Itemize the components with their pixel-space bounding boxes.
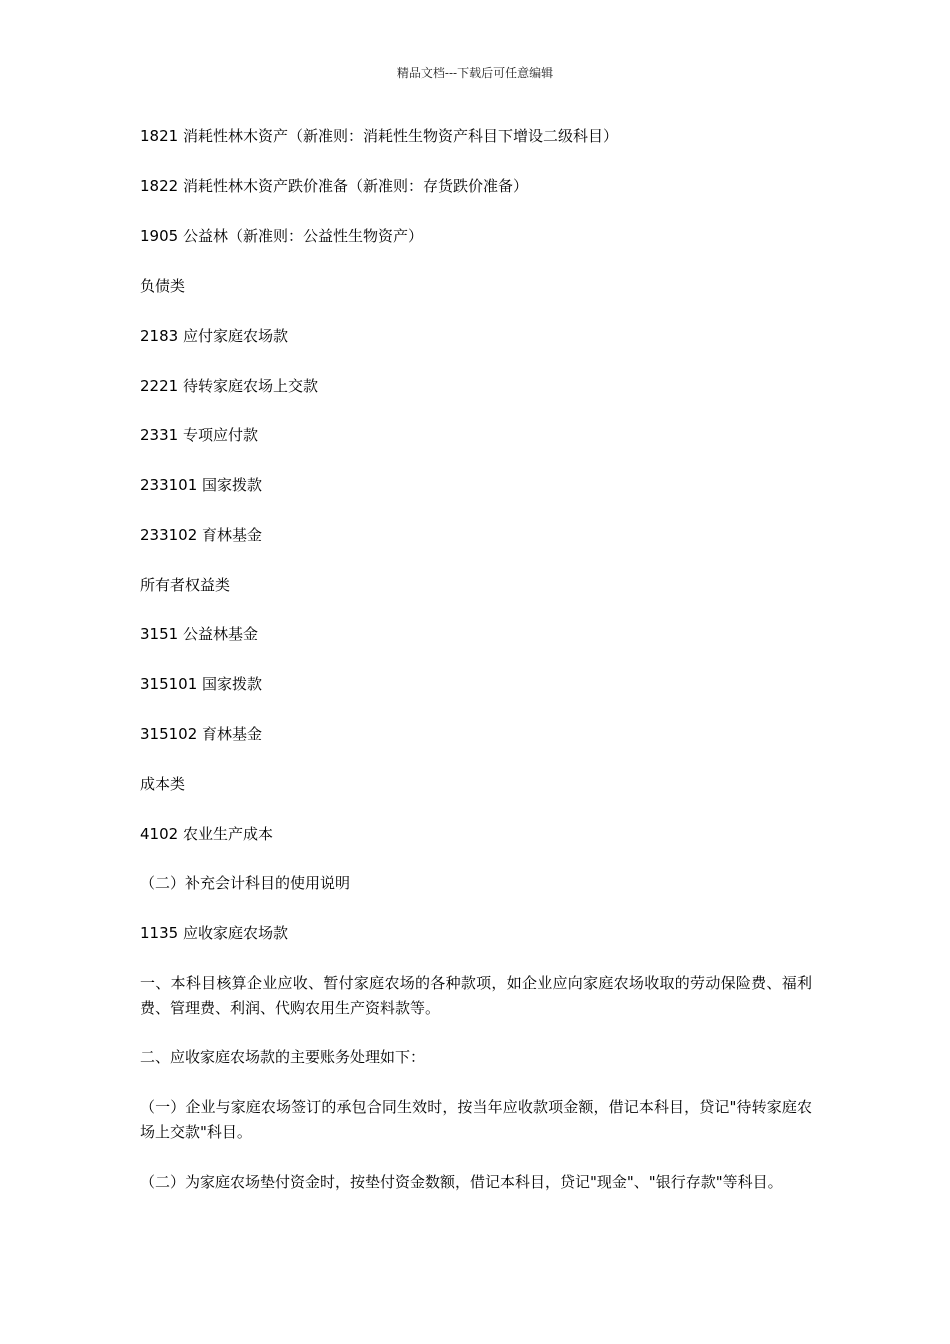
- category-heading-cost: 成本类: [140, 775, 186, 793]
- paragraph-scope: 一、本科目核算企业应收、暂付家庭农场的各种款项，如企业应向家庭农场收取的劳动保险费、福利费、管理费、利润、代购农用生产资料款等。: [140, 974, 812, 1017]
- account-line-233102: 233102 育林基金: [140, 526, 263, 544]
- category-heading-liabilities: 负债类: [140, 277, 186, 295]
- account-line-1821: 1821 消耗性林木资产（新准则：消耗性生物资产科目下增设二级科目）: [140, 127, 618, 145]
- paragraph-item-1: （一）企业与家庭农场签订的承包合同生效时，按当年应收款项金额，借记本科目，贷记"待转家庭农场上交款"科目。: [140, 1098, 812, 1141]
- account-line-233101: 233101 国家拨款: [140, 476, 263, 494]
- account-line-315102: 315102 育林基金: [140, 725, 263, 743]
- category-heading-equity: 所有者权益类: [140, 576, 231, 594]
- account-line-2221: 2221 待转家庭农场上交款: [140, 377, 318, 395]
- page-header-watermark: 精品文档---下载后可任意编辑: [396, 66, 554, 80]
- account-line-3151: 3151 公益林基金: [140, 625, 258, 643]
- section-heading-usage-notes: （二）补充会计科目的使用说明: [140, 874, 351, 892]
- account-line-1905: 1905 公益林（新准则：公益性生物资产）: [140, 227, 423, 245]
- paragraph-processing-intro: 二、应收家庭农场款的主要账务处理如下：: [140, 1048, 426, 1066]
- account-line-1135: 1135 应收家庭农场款: [140, 924, 288, 942]
- account-line-315101: 315101 国家拨款: [140, 675, 263, 693]
- account-line-1822: 1822 消耗性林木资产跌价准备（新准则：存货跌价准备）: [140, 177, 528, 195]
- paragraph-item-2: （二）为家庭农场垫付资金时，按垫付资金数额，借记本科目，贷记"现金"、"银行存款"等科目。: [140, 1173, 783, 1191]
- account-line-2183: 2183 应付家庭农场款: [140, 327, 288, 345]
- account-line-2331: 2331 专项应付款: [140, 426, 258, 444]
- account-line-4102: 4102 农业生产成本: [140, 825, 273, 843]
